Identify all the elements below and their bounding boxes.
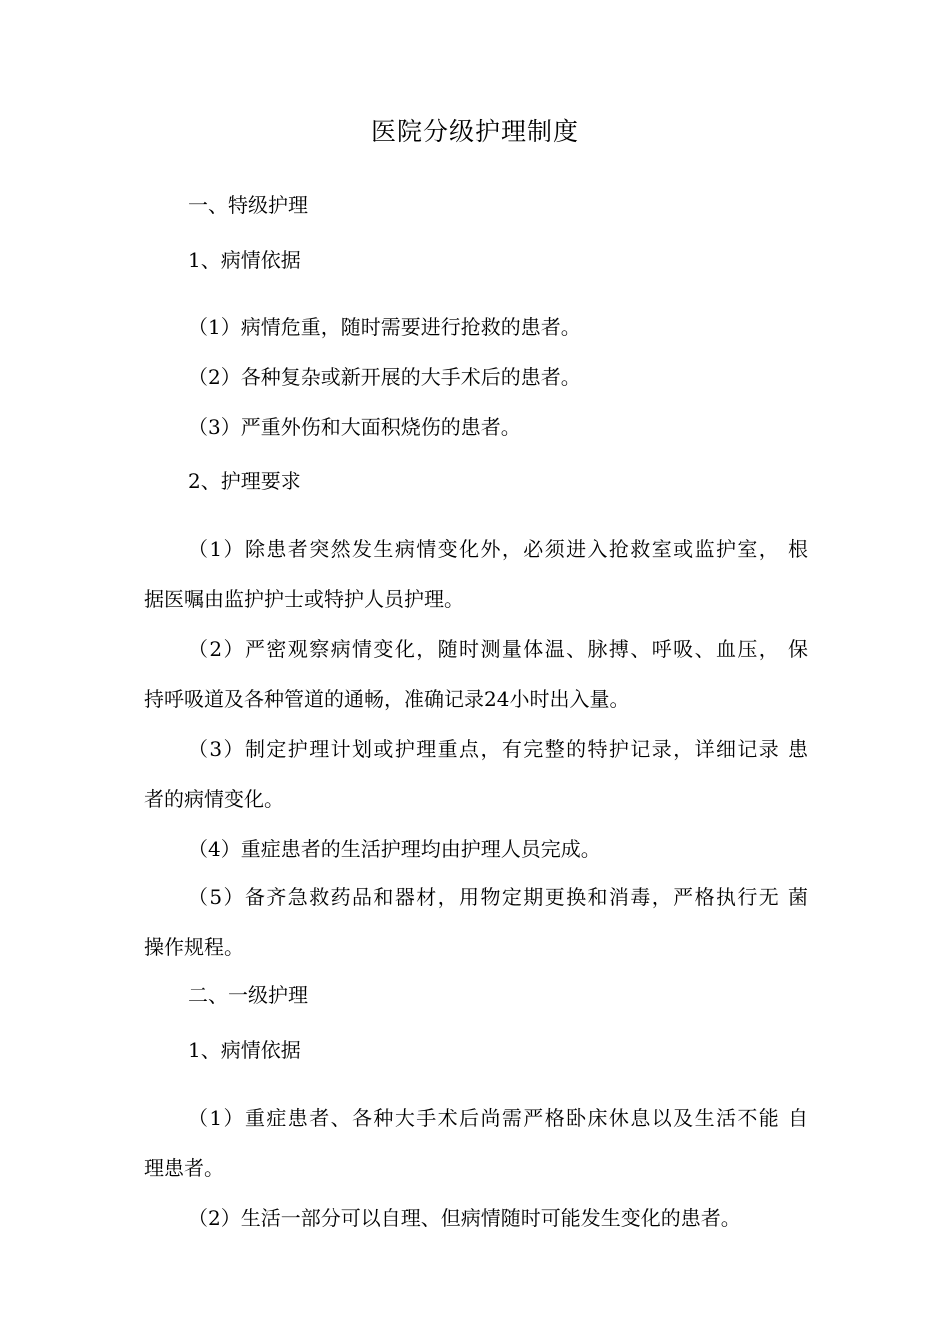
list-item-continuation: 据医嘱由监护护士或特护人员护理。: [144, 587, 464, 611]
list-item: （4）重症患者的生活护理均由护理人员完成。: [188, 837, 601, 861]
list-item: （2）严密观察病情变化，随时测量体温、脉搏、呼吸、血压， 保: [188, 637, 808, 661]
list-item-continuation: 者的病情变化。: [144, 787, 284, 811]
document-title: 医院分级护理制度: [370, 117, 579, 146]
subsection-heading: 1、病情依据: [188, 248, 301, 272]
list-item: （2）生活一部分可以自理、但病情随时可能发生变化的患者。: [188, 1206, 741, 1230]
list-item: （2）各种复杂或新开展的大手术后的患者。: [188, 365, 581, 389]
list-item: （5）备齐急救药品和器材，用物定期更换和消毒，严格执行无 菌: [188, 885, 808, 909]
subsection-heading: 2、护理要求: [188, 469, 301, 493]
list-item: （3）严重外伤和大面积烧伤的患者。: [188, 415, 521, 439]
list-item: （1）病情危重，随时需要进行抢救的患者。: [188, 315, 581, 339]
list-item: （1）除患者突然发生病情变化外，必须进入抢救室或监护室， 根: [188, 537, 808, 561]
section-heading: 一、特级护理: [188, 193, 308, 217]
list-item-continuation: 操作规程。: [144, 935, 244, 959]
list-item: （1）重症患者、各种大手术后尚需严格卧床休息以及生活不能 自: [188, 1106, 808, 1130]
section-heading: 二、一级护理: [188, 983, 308, 1007]
list-item-continuation: 持呼吸道及各种管道的通畅，准确记录24小时出入量。: [144, 687, 630, 711]
list-item-continuation: 理患者。: [144, 1156, 224, 1180]
subsection-heading: 1、病情依据: [188, 1038, 301, 1062]
list-item: （3）制定护理计划或护理重点，有完整的特护记录，详细记录 患: [188, 737, 808, 761]
